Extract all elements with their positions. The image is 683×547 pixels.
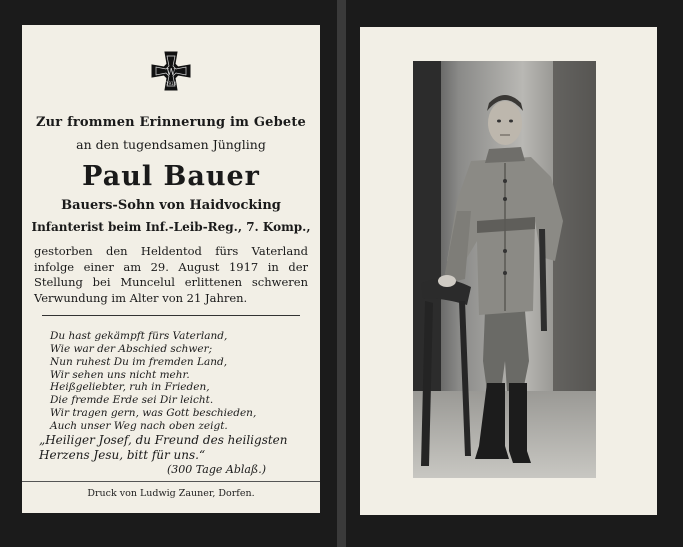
verse-one	[50, 330, 312, 382]
prayer: „Heiliger Josef, du Freund des heiligsten Herzens Jesu, bitt für uns.“	[39, 433, 288, 462]
divider	[22, 481, 320, 482]
cross-letter: W	[166, 68, 176, 78]
verse-line: Wie war der Abschied schwer;	[50, 343, 213, 355]
iron-cross-icon	[150, 50, 192, 92]
death-notice: gestorben den Heldentod fürs Vaterland infolge einer am 29. August 1917 in der Stellung bei Muncelul erlittenen schweren Verwundung im Alter von 21 Jahren.	[34, 244, 308, 305]
card-fold	[337, 0, 346, 547]
photo-panel	[360, 27, 657, 515]
indulgence-note: (300 Tage Ablaß.)	[167, 463, 267, 476]
printer-credit: Druck von Ludwig Zauner, Dorfen.	[87, 488, 255, 499]
verse-line: Auch unser Weg nach oben zeigt.	[50, 420, 228, 432]
rank-line: Infanterist beim Inf.-Leib-Reg., 7. Komp.,	[31, 220, 311, 234]
youth-line: an den tugendsamen Jüngling	[76, 137, 266, 152]
text-panel	[22, 25, 320, 513]
verse-two	[50, 381, 312, 433]
origin-line: Bauers-Sohn von Haidvocking	[61, 198, 281, 213]
verse-line: Nun ruhest Du im fremden Land,	[50, 356, 228, 368]
cross-year: 1914	[165, 81, 177, 86]
divider	[42, 315, 300, 316]
verse-line: Wir tragen gern, was Gott beschieden,	[50, 407, 257, 419]
soldier-photograph	[413, 61, 596, 478]
verse-line: Wir sehen uns nicht mehr.	[50, 369, 190, 381]
verse-line: Du hast gekämpft fürs Vaterland,	[50, 330, 228, 342]
verse-line: Heißgeliebter, ruh in Frieden,	[50, 381, 210, 393]
remembrance-heading: Zur frommen Erinnerung im Gebete	[35, 115, 307, 130]
verse-line: Die fremde Erde sei Dir leicht.	[50, 394, 214, 406]
deceased-name: Paul Bauer	[82, 161, 260, 192]
